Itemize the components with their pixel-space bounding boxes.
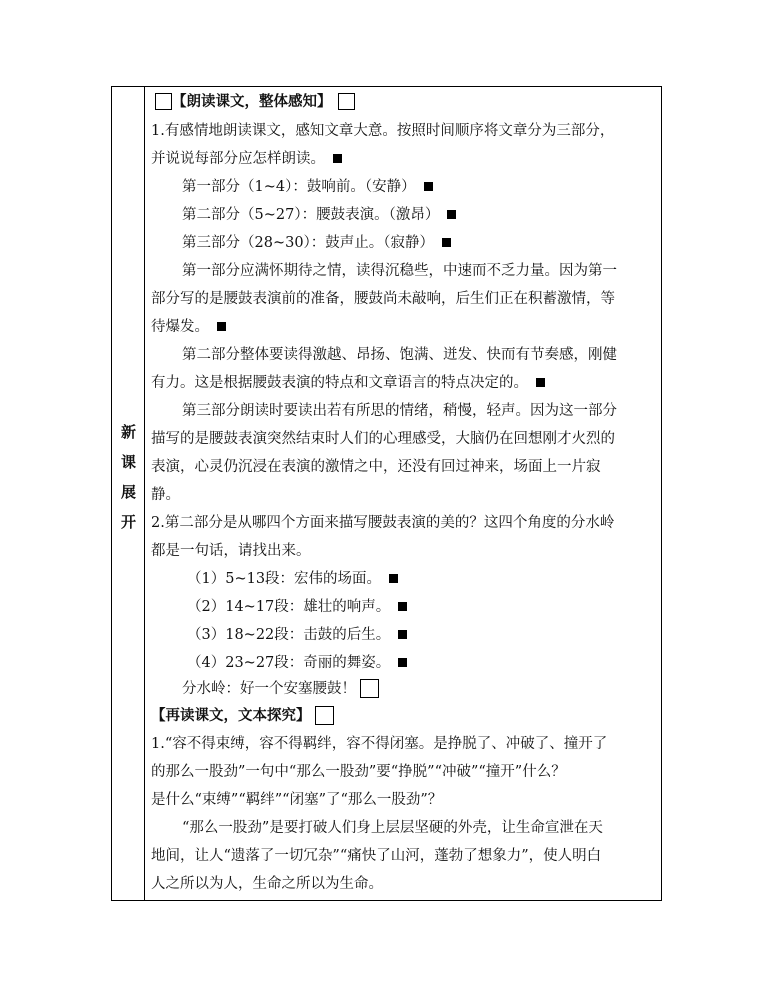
text-line: 2.第二部分是从哪四个方面来描写腰鼓表演的美的？这四个角度的分水岭 — [151, 515, 615, 531]
empty-box — [338, 93, 355, 110]
square-marker — [442, 238, 451, 247]
text-line: “那么一股劲”是要打破人们身上层层坚硬的外壳，让生命宣泄在天 — [182, 820, 603, 836]
square-marker — [536, 378, 545, 387]
aspect-line: （3）18~22段：击鼓的后生。 — [187, 625, 407, 645]
text-line: 是什么“束缚”“羁绊”“闭塞”了“那么一股劲”？ — [151, 792, 443, 808]
square-marker — [389, 574, 398, 583]
square-marker — [333, 154, 342, 163]
square-marker — [398, 602, 407, 611]
watershed-line: 分水岭：好一个安塞腰鼓！ — [182, 679, 379, 699]
text-line: 的那么一股劲”一句中“那么一股劲”要“挣脱”“冲破”“撞开”什么？ — [151, 764, 566, 780]
text-line: 部分写的是腰鼓表演前的准备，腰鼓尚未敲响，后生们正在积蓄激情，等 — [151, 291, 615, 307]
text-line: 第三部分朗读时要读出若有所思的情绪，稍慢，轻声。因为这一部分 — [182, 403, 617, 419]
section1-header-row — [155, 92, 355, 112]
text-line: 第一部分应满怀期待之情，读得沉稳些，中速而不乏力量。因为第一 — [182, 263, 617, 279]
text-line: 有力。这是根据腰鼓表演的特点和文章语言的特点决定的。 — [151, 373, 545, 393]
content-cell — [145, 87, 661, 900]
side-char: 课 — [120, 453, 136, 471]
empty-box — [155, 93, 172, 110]
aspect-line: （2）14~17段：雄壮的响声。 — [187, 597, 407, 617]
side-char: 开 — [120, 513, 136, 531]
aspect-line: （4）23~27段：奇丽的舞姿。 — [187, 653, 407, 673]
side-char: 新 — [120, 423, 136, 441]
square-marker — [447, 210, 456, 219]
part-line: 第一部分（1~4）：鼓响前。（安静） — [182, 177, 433, 197]
section2-header: 【再读课文，文本探究】 — [151, 707, 311, 724]
side-label — [112, 417, 145, 537]
text-line: 并说说每部分应怎样朗读。 — [151, 149, 342, 169]
text-line: 1.“容不得束缚，容不得羁绊，容不得闭塞。是挣脱了、冲破了、撞开了 — [151, 736, 608, 752]
text-line: 地间，让人“遗落了一切冗杂”“痛快了山河，蓬勃了想象力”，使人明白 — [151, 848, 602, 864]
square-marker — [398, 630, 407, 639]
part-line: 第三部分（28~30）：鼓声止。（寂静） — [182, 233, 451, 253]
part-line: 第二部分（5~27）：腰鼓表演。（激昂） — [182, 205, 456, 225]
text-line: 人之所以为人，生命之所以为生命。 — [151, 876, 383, 892]
square-marker — [217, 322, 226, 331]
left-column — [112, 87, 145, 900]
square-marker — [424, 182, 433, 191]
text-line: 表演，心灵仍沉浸在表演的激情之中，还没有回过神来，场面上一片寂 — [151, 459, 601, 475]
text-line: 都是一句话，请找出来。 — [151, 543, 311, 559]
empty-box — [315, 706, 334, 725]
text-line: 描写的是腰鼓表演突然结束时人们的心理感受，大脑仍在回想刚才火烈的 — [151, 431, 615, 447]
text-line: 静。 — [151, 487, 180, 503]
empty-box — [360, 679, 379, 698]
text-line: 待爆发。 — [151, 317, 226, 337]
section2-header-row — [151, 706, 334, 726]
text-line: 第二部分整体要读得激越、昂扬、饱满、迸发、快而有节奏感，刚健 — [182, 347, 617, 363]
side-char: 展 — [120, 483, 136, 501]
aspect-line: （1）5~13段：宏伟的场面。 — [187, 569, 398, 589]
lesson-table — [111, 86, 662, 901]
square-marker — [398, 658, 407, 667]
section1-header: 【朗读课文，整体感知】 — [172, 93, 332, 110]
text-line: 1.有感情地朗读课文，感知文章大意。按照时间顺序将文章分为三部分， — [151, 123, 615, 139]
